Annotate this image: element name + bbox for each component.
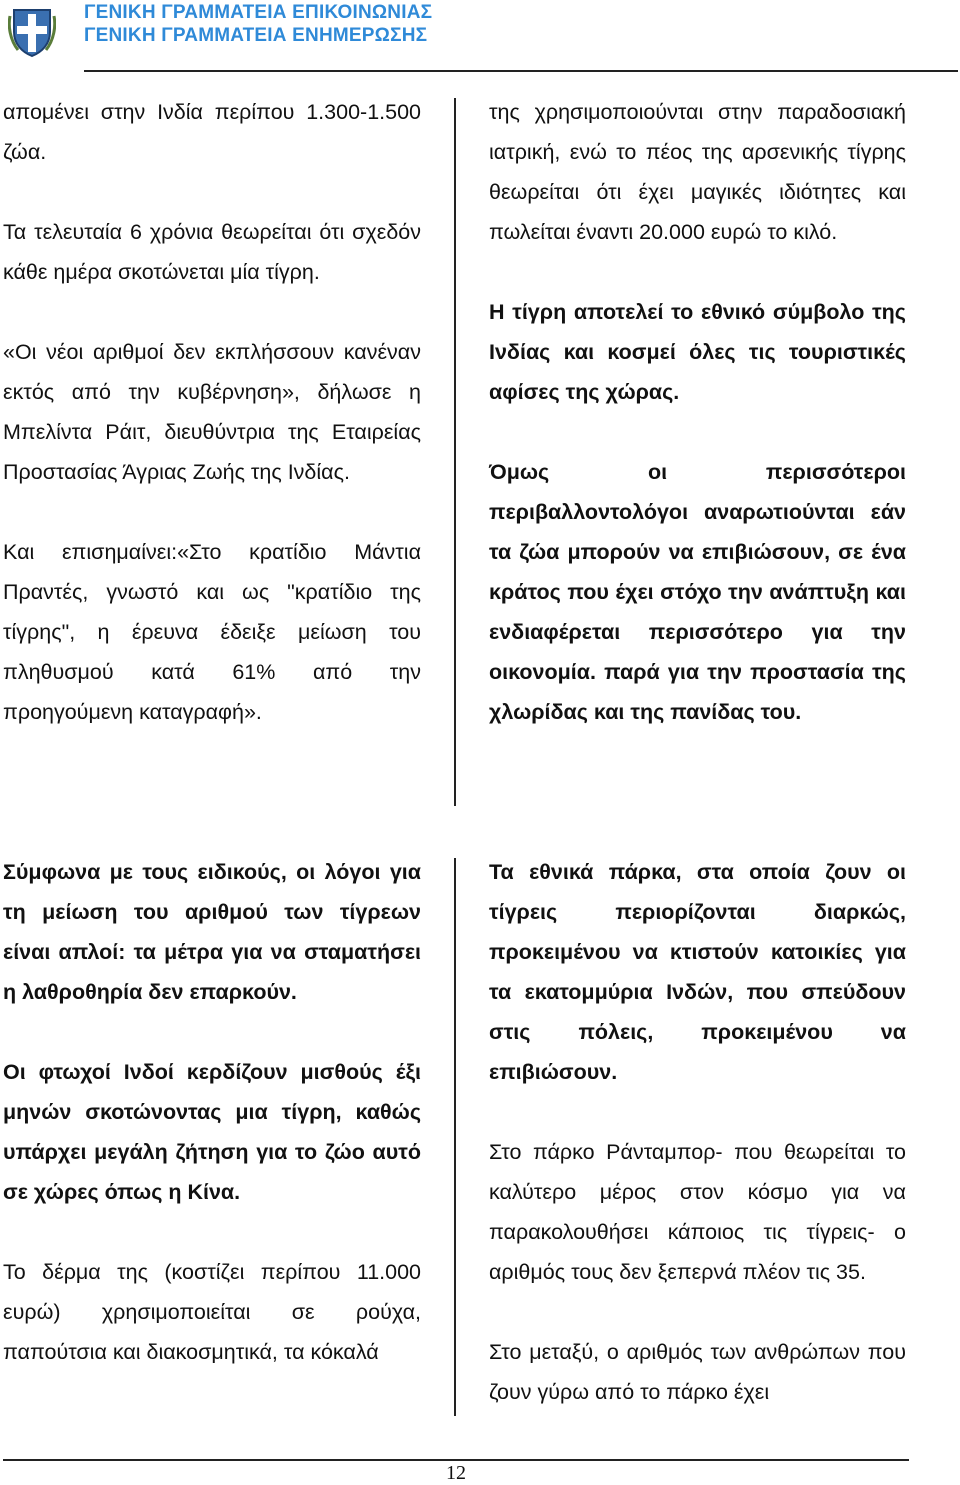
page-number: 12 xyxy=(446,1462,466,1484)
header-title-communication: ΓΕΝΙΚΗ ΓΡΑΜΜΑΤΕΙΑ ΕΠΙΚΟΙΝΩΝΙΑΣ xyxy=(84,2,433,23)
bold-paragraph: Τα εθνικά πάρκα, στα οποία ζουν οι τίγρεις περιορίζονται διαρκώς, προκειμένου να κτιστούν κατοικίες για τα εκατομμύρια Ινδών, που σπεύδουν στις πόλεις, προκειμένου να επιβιώσουν. xyxy=(489,860,906,1084)
paragraph: Τα τελευταία 6 χρόνια θεωρείται ότι σχεδόν κάθε ημέρα σκοτώνεται μία τίγρη. xyxy=(3,220,421,284)
bold-paragraph: Σύμφωνα με τους ειδικούς, οι λόγοι για τη μείωση του αριθμού των τίγρεων είναι απλοί: τα μέτρα για να σταματήσει η λαθροθηρία δεν επαρκούν. xyxy=(3,860,421,1004)
section2-left-column xyxy=(3,852,421,1372)
section2-right-column xyxy=(489,852,906,1412)
header-divider xyxy=(84,70,958,72)
paragraph: απομένει στην Ινδία περίπου 1.300-1.500 ζώα. xyxy=(3,100,421,164)
paragraph: «Οι νέοι αριθμοί δεν εκπλήσσουν κανέναν εκτός από την κυβέρνηση», δήλωσε η Μπελίντα Ράιτ, διευθύντρια της Εταιρείας Προστασίας Άγριας Ζωής της Ινδίας. xyxy=(3,340,421,484)
greek-coat-of-arms-icon xyxy=(8,6,56,58)
bold-paragraph: Οι φτωχοί Ινδοί κερδίζουν μισθούς έξι μηνών σκοτώνοντας μια τίγρη, καθώς υπάρχει μεγάλη ζήτηση για το ζώο αυτό σε χώρες όπως η Κίνα. xyxy=(3,1060,421,1204)
footer-divider xyxy=(3,1459,909,1461)
bold-paragraph: Όμως οι περισσότεροι περιβαλλοντολόγοι αναρωτιούνται εάν τα ζώα μπορούν να επιβιώσουν, σε ένα κράτος που έχει στόχο την ανάπτυξη και ενδιαφέρεται περισσότερο για την οικονομία. παρά για την προστασία της χλωρίδας και της πανίδας του. xyxy=(489,460,906,724)
paragraph: Το δέρμα της (κοστίζει περίπου 11.000 ευρώ) χρησιμοποιείται σε ρούχα, παπούτσια και διακοσμητικά, τα κόκαλά xyxy=(3,1260,421,1364)
column-divider-bottom xyxy=(454,858,456,1416)
paragraph: της χρησιμοποιούνται στην παραδοσιακή ιατρική, ενώ το πέος της αρσενικής τίγρης θεωρείται ότι έχει μαγικές ιδιότητες και πωλείται έναντι 20.000 ευρώ το κιλό. xyxy=(489,100,906,244)
section1-right-column xyxy=(489,92,906,732)
paragraph: Στο πάρκο Ράνταμπορ- που θεωρείται το καλύτερο μέρος στον κόσμο για να παρακολουθήσει κάποιος τις τίγρεις- ο αριθμός τους δεν ξεπερνά πλέον τις 35. xyxy=(489,1140,906,1284)
page-header xyxy=(0,0,960,72)
header-title-information: ΓΕΝΙΚΗ ΓΡΑΜΜΑΤΕΙΑ ΕΝΗΜΕΡΩΣΗΣ xyxy=(84,25,428,46)
paragraph: Στο μεταξύ, ο αριθμός των ανθρώπων που ζουν γύρω από το πάρκο έχει xyxy=(489,1340,906,1404)
paragraph: Και επισημαίνει:«Στο κρατίδιο Μάντια Πραντές, γνωστό και ως "κρατίδιο της τίγρης", η έρευνα έδειξε μείωση του πληθυσμού κατά 61% από την προηγούμενη καταγραφή». xyxy=(3,540,421,724)
column-divider-top xyxy=(454,98,456,806)
section1-left-column xyxy=(3,92,421,732)
bold-paragraph: Η τίγρη αποτελεί το εθνικό σύμβολο της Ινδίας και κοσμεί όλες τις τουριστικές αφίσες της χώρας. xyxy=(489,300,906,404)
